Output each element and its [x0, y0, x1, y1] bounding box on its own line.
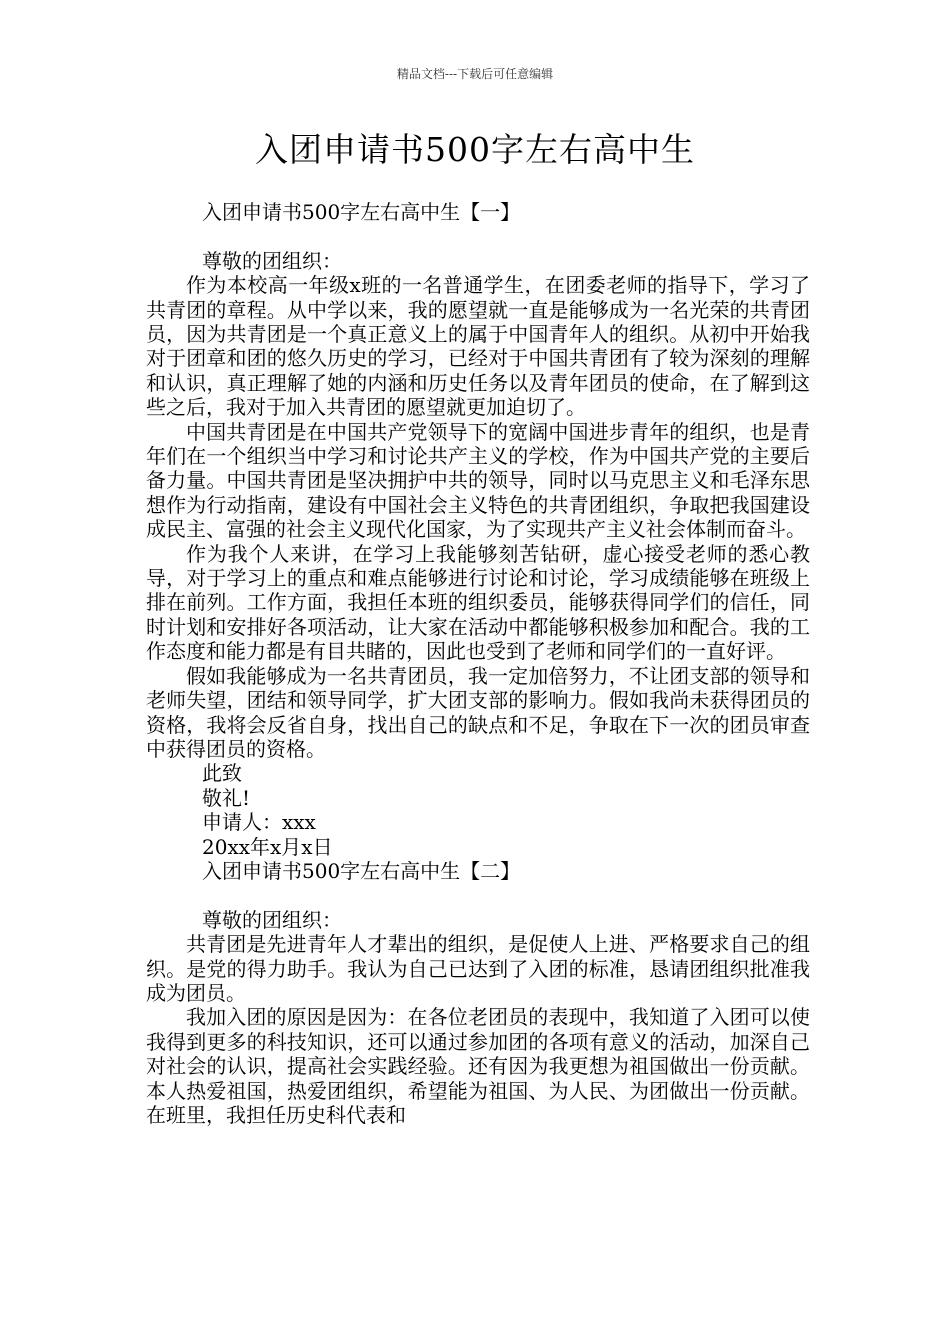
document-body	[146, 200, 810, 1127]
closing-line-1: 此致	[202, 761, 242, 786]
paragraph-1-3: 作为我个人来讲，在学习上我能够刻苦钻研，虚心接受老师的悉心教导，对于学习上的重点和难点能够进行讨论和讨论，学习成绩能够在班级上排在前列。工作方面，我担任本班的组织委员，能够获得同学们的信任，同时计划和安排好各项活动，让大家在活动中都能够积极参加和配合。我的工作态度和能力都是有目共睹的，因此也受到了老师和同学们的一直好评。	[146, 541, 810, 664]
paragraph-2-1: 共青团是先进青年人才辈出的组织，是促使人上进、严格要求自己的组织。是党的得力助手。我认为自己已达到了入团的标准，恳请团组织批准我成为团员。	[146, 932, 810, 1005]
section-heading-1: 入团申请书500字左右高中生【一】	[202, 200, 521, 224]
blank-line	[146, 224, 810, 248]
paragraph-1-1: 作为本校高一年级x班的一名普通学生，在团委老师的指导下，学习了共青团的章程。从中学以来，我的愿望就一直是能够成为一名光荣的共青团员，因为共青团是一个真正意义上的属于中国青年人的组织。从初中开始我对于团章和团的悠久历史的学习，已经对于中国共青团有了较为深刻的理解和认识，真正理解了她的内涵和历史任务以及青年团员的使命，在了解到这些之后，我对于加入共青团的愿望就更加迫切了。	[146, 273, 810, 420]
date-line: 20xx年x月x日	[202, 834, 333, 859]
paragraph-2-2: 我加入团的原因是因为：在各位老团员的表现中，我知道了入团可以使我得到更多的科技知识，还可以通过参加团的各项有意义的活动，加深自己对社会的认识，提高社会实践经验。还有因为我更想为祖国做出一份贡献。本人热爱祖国，热爱团组织，希望能为祖国、为人民、为团做出一份贡献。在班里，我担任历史科代表和	[146, 1005, 810, 1127]
header-note: 精品文档---下载后可任意编辑	[396, 67, 554, 81]
closing-line-2: 敬礼!	[202, 785, 251, 810]
salutation-2: 尊敬的团组织：	[202, 907, 342, 932]
applicant-line: 申请人：xxx	[202, 810, 316, 835]
section-heading-2: 入团申请书500字左右高中生【二】	[202, 858, 521, 883]
paragraph-1-4: 假如我能够成为一名共青团员，我一定加倍努力，不让团支部的领导和老师失望，团结和领导同学，扩大团支部的影响力。假如我尚未获得团员的资格，我将会反省自身，找出自己的缺点和不足，争取在下一次的团员审查中获得团员的资格。	[146, 663, 810, 761]
blank-line	[146, 883, 810, 907]
paragraph-1-2: 中国共青团是在中国共产党领导下的宽阔中国进步青年的组织，也是青年们在一个组织当中学习和讨论共产主义的学校，作为中国共产党的主要后备力量。中国共青团是坚决拥护中共的领导，同时以马克思主义和毛泽东思想作为行动指南，建设有中国社会主义特色的共青团组织，争取把我国建设成民主、富强的社会主义现代化国家，为了实现共产主义社会体制而奋斗。	[146, 419, 810, 542]
salutation-1: 尊敬的团组织：	[202, 248, 342, 273]
document-title: 入团申请书500字左右高中生	[255, 130, 695, 169]
